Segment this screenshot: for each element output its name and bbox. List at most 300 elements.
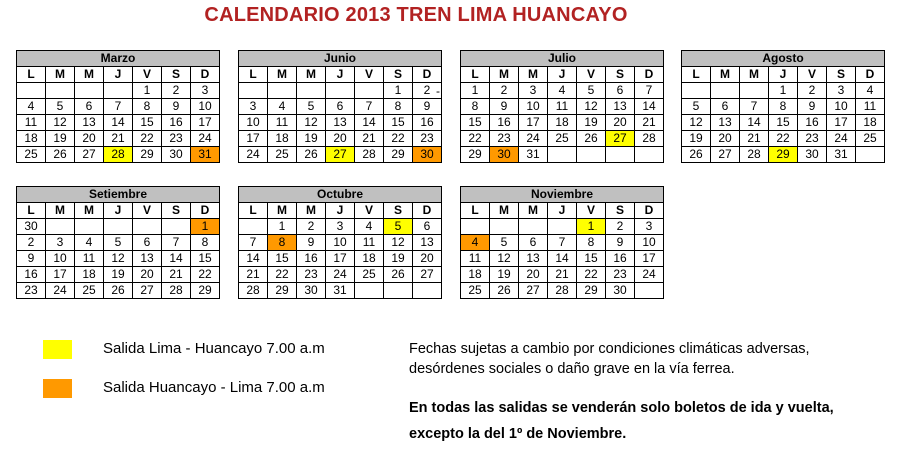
day-cell: 17 xyxy=(239,131,268,147)
day-cell: 20 xyxy=(606,115,635,131)
day-cell xyxy=(104,219,133,235)
weekday-header: S xyxy=(162,203,191,219)
day-cell: 17 xyxy=(827,115,856,131)
day-cell: 11 xyxy=(548,99,577,115)
day-cell: 25 xyxy=(75,283,104,299)
day-cell: 28 xyxy=(635,131,664,147)
weekday-header: J xyxy=(548,67,577,83)
weekday-header: S xyxy=(162,67,191,83)
day-cell: 15 xyxy=(191,251,220,267)
day-cell xyxy=(297,83,326,99)
weekday-header: M xyxy=(75,67,104,83)
day-cell: 16 xyxy=(606,251,635,267)
weekday-header: M xyxy=(46,67,75,83)
day-cell: 24 xyxy=(519,131,548,147)
weekday-header: J xyxy=(104,67,133,83)
day-cell xyxy=(46,83,75,99)
day-cell: 10 xyxy=(827,99,856,115)
day-cell: 8 xyxy=(191,235,220,251)
day-cell: 18 xyxy=(75,267,104,283)
day-cell: 4 xyxy=(461,235,490,251)
day-cell: 31 xyxy=(519,147,548,163)
day-cell: 20 xyxy=(711,131,740,147)
day-cell: 26 xyxy=(46,147,75,163)
day-cell: 18 xyxy=(17,131,46,147)
day-cell xyxy=(548,147,577,163)
day-cell: 13 xyxy=(133,251,162,267)
day-cell xyxy=(46,219,75,235)
day-cell: 10 xyxy=(239,115,268,131)
weekday-header: V xyxy=(577,203,606,219)
weekday-header: D xyxy=(191,203,220,219)
weekday-header: M xyxy=(490,203,519,219)
day-cell: 4 xyxy=(75,235,104,251)
day-cell: 11 xyxy=(461,251,490,267)
day-cell: 4 xyxy=(548,83,577,99)
day-cell: 2 xyxy=(17,235,46,251)
day-cell xyxy=(519,219,548,235)
weekday-header: L xyxy=(239,67,268,83)
weekday-header: J xyxy=(326,67,355,83)
day-cell: 15 xyxy=(133,115,162,131)
day-cell: 17 xyxy=(326,251,355,267)
month-calendar-noviembre xyxy=(460,186,664,299)
day-cell: 28 xyxy=(104,147,133,163)
day-cell: 18 xyxy=(461,267,490,283)
day-cell: 30 xyxy=(606,283,635,299)
weekday-header: J xyxy=(104,203,133,219)
day-cell: 9 xyxy=(798,99,827,115)
day-cell: 24 xyxy=(827,131,856,147)
day-cell: 24 xyxy=(46,283,75,299)
day-cell: 23 xyxy=(162,131,191,147)
day-cell: 23 xyxy=(798,131,827,147)
day-cell: 24 xyxy=(191,131,220,147)
month-title: Julio xyxy=(461,51,664,67)
day-cell: 27 xyxy=(133,283,162,299)
day-cell: 22 xyxy=(769,131,798,147)
day-cell: 13 xyxy=(413,235,442,251)
day-cell: 14 xyxy=(740,115,769,131)
weekday-header: V xyxy=(355,203,384,219)
month-calendar-agosto xyxy=(681,50,885,163)
day-cell: 1 xyxy=(133,83,162,99)
weekday-header: D xyxy=(413,203,442,219)
day-cell: 10 xyxy=(326,235,355,251)
day-cell xyxy=(461,219,490,235)
day-cell: 19 xyxy=(104,267,133,283)
day-cell: 7 xyxy=(239,235,268,251)
day-cell: 23 xyxy=(413,131,442,147)
day-cell: 18 xyxy=(856,115,885,131)
month-calendar-octubre xyxy=(238,186,442,299)
day-cell: 7 xyxy=(548,235,577,251)
day-cell xyxy=(856,147,885,163)
weekday-header: L xyxy=(461,67,490,83)
day-cell: 28 xyxy=(548,283,577,299)
day-cell: 15 xyxy=(461,115,490,131)
day-cell: 1 xyxy=(577,219,606,235)
day-cell xyxy=(268,83,297,99)
day-cell: 28 xyxy=(740,147,769,163)
day-cell: 16 xyxy=(162,115,191,131)
day-cell: 20 xyxy=(133,267,162,283)
day-cell: 5 xyxy=(577,83,606,99)
weekday-header: J xyxy=(769,67,798,83)
day-cell: 14 xyxy=(239,251,268,267)
day-cell: 3 xyxy=(519,83,548,99)
day-cell: 25 xyxy=(548,131,577,147)
weekday-header: M xyxy=(297,67,326,83)
day-cell: 6 xyxy=(606,83,635,99)
weekday-header: M xyxy=(268,203,297,219)
day-cell: 7 xyxy=(635,83,664,99)
day-cell: 20 xyxy=(413,251,442,267)
weekday-header: S xyxy=(384,67,413,83)
day-cell: 24 xyxy=(635,267,664,283)
day-cell: 12 xyxy=(46,115,75,131)
month-title: Agosto xyxy=(682,51,885,67)
day-cell: 22 xyxy=(191,267,220,283)
day-cell: 5 xyxy=(682,99,711,115)
day-cell: 27 xyxy=(711,147,740,163)
day-cell: 27 xyxy=(326,147,355,163)
day-cell xyxy=(75,219,104,235)
note-line-2: desórdenes sociales o daño grave en la vía ferrea. xyxy=(409,361,735,377)
day-cell: 1 xyxy=(191,219,220,235)
day-cell: 31 xyxy=(827,147,856,163)
day-cell xyxy=(326,83,355,99)
day-cell: 30 xyxy=(490,147,519,163)
weekday-header: M xyxy=(75,203,104,219)
day-cell: 3 xyxy=(46,235,75,251)
day-cell: 8 xyxy=(577,235,606,251)
day-cell: 30 xyxy=(798,147,827,163)
day-cell: 3 xyxy=(635,219,664,235)
day-cell: 21 xyxy=(548,267,577,283)
day-cell: 14 xyxy=(635,99,664,115)
day-cell: 29 xyxy=(133,147,162,163)
legend-yellow-label: Salida Lima - Huancayo 7.00 a.m xyxy=(103,340,325,357)
day-cell: 14 xyxy=(162,251,191,267)
weekday-header: V xyxy=(133,67,162,83)
day-cell: 19 xyxy=(297,131,326,147)
day-cell: 28 xyxy=(355,147,384,163)
day-cell: 8 xyxy=(769,99,798,115)
weekday-header: M xyxy=(740,67,769,83)
weekday-header: M xyxy=(490,67,519,83)
day-cell xyxy=(239,83,268,99)
day-cell xyxy=(355,283,384,299)
day-cell: 9 xyxy=(162,99,191,115)
day-cell: 13 xyxy=(75,115,104,131)
day-cell: 4 xyxy=(17,99,46,115)
weekday-header: S xyxy=(384,203,413,219)
day-cell: 18 xyxy=(355,251,384,267)
day-cell: 31 xyxy=(326,283,355,299)
day-cell: 4 xyxy=(856,83,885,99)
month-calendar-junio xyxy=(238,50,442,163)
day-cell: 22 xyxy=(268,267,297,283)
day-cell: 14 xyxy=(355,115,384,131)
day-cell: 10 xyxy=(46,251,75,267)
weekday-header: M xyxy=(46,203,75,219)
day-cell: 15 xyxy=(577,251,606,267)
day-cell: 19 xyxy=(384,251,413,267)
weekday-header: M xyxy=(519,67,548,83)
day-cell: 21 xyxy=(740,131,769,147)
day-cell: 17 xyxy=(635,251,664,267)
day-cell: 13 xyxy=(519,251,548,267)
day-cell: 6 xyxy=(326,99,355,115)
month-calendar-julio xyxy=(460,50,664,163)
day-cell: 13 xyxy=(711,115,740,131)
day-cell: 2 xyxy=(413,83,442,99)
day-cell: 11 xyxy=(268,115,297,131)
day-cell: 9 xyxy=(297,235,326,251)
day-cell xyxy=(162,219,191,235)
day-cell: 12 xyxy=(297,115,326,131)
note-line-1: Fechas sujetas a cambio por condiciones climáticas adversas, xyxy=(409,341,810,357)
day-cell: 27 xyxy=(75,147,104,163)
day-cell: 6 xyxy=(75,99,104,115)
day-cell xyxy=(682,83,711,99)
day-cell: 5 xyxy=(297,99,326,115)
day-cell: 29 xyxy=(769,147,798,163)
day-cell: 13 xyxy=(326,115,355,131)
month-calendar-marzo xyxy=(16,50,220,163)
month-calendar-setiembre xyxy=(16,186,220,299)
day-cell: 29 xyxy=(577,283,606,299)
day-cell: 10 xyxy=(635,235,664,251)
day-cell: 5 xyxy=(490,235,519,251)
legend-yellow-swatch xyxy=(43,340,72,359)
weekday-header: M xyxy=(711,67,740,83)
day-cell: 19 xyxy=(490,267,519,283)
day-cell: 9 xyxy=(490,99,519,115)
day-cell: 12 xyxy=(384,235,413,251)
day-cell: 19 xyxy=(46,131,75,147)
day-cell: 16 xyxy=(297,251,326,267)
legend-orange-swatch xyxy=(43,379,72,398)
day-cell: 17 xyxy=(46,267,75,283)
day-cell: 8 xyxy=(268,235,297,251)
day-cell xyxy=(490,219,519,235)
day-cell: 22 xyxy=(461,131,490,147)
day-cell: 9 xyxy=(413,99,442,115)
day-cell: 23 xyxy=(17,283,46,299)
day-cell xyxy=(384,283,413,299)
day-cell: 16 xyxy=(413,115,442,131)
day-cell xyxy=(239,219,268,235)
day-cell: 25 xyxy=(17,147,46,163)
day-cell: 21 xyxy=(162,267,191,283)
weekday-header: S xyxy=(606,67,635,83)
day-cell: 1 xyxy=(268,219,297,235)
day-cell: 26 xyxy=(577,131,606,147)
day-cell: 23 xyxy=(606,267,635,283)
day-cell: 15 xyxy=(769,115,798,131)
day-cell: 23 xyxy=(490,131,519,147)
month-title: Junio xyxy=(239,51,442,67)
day-cell: 7 xyxy=(355,99,384,115)
day-cell: 9 xyxy=(17,251,46,267)
day-cell: 16 xyxy=(17,267,46,283)
day-cell: 24 xyxy=(239,147,268,163)
month-title: Noviembre xyxy=(461,187,664,203)
day-cell: 22 xyxy=(577,267,606,283)
day-cell xyxy=(740,83,769,99)
day-cell xyxy=(635,147,664,163)
day-cell: 20 xyxy=(519,267,548,283)
day-cell: 3 xyxy=(326,219,355,235)
day-cell: 27 xyxy=(606,131,635,147)
weekday-header: M xyxy=(297,203,326,219)
day-cell xyxy=(17,83,46,99)
weekday-header: J xyxy=(548,203,577,219)
day-cell: 15 xyxy=(384,115,413,131)
day-cell: 27 xyxy=(413,267,442,283)
day-cell: 25 xyxy=(461,283,490,299)
weekday-header: V xyxy=(133,203,162,219)
day-cell: 17 xyxy=(191,115,220,131)
day-cell: 3 xyxy=(239,99,268,115)
day-cell: 21 xyxy=(239,267,268,283)
day-cell: 14 xyxy=(548,251,577,267)
day-cell: 21 xyxy=(635,115,664,131)
day-cell: 12 xyxy=(104,251,133,267)
day-cell: 25 xyxy=(856,131,885,147)
day-cell: 30 xyxy=(17,219,46,235)
day-cell: 6 xyxy=(519,235,548,251)
weekday-header: J xyxy=(326,203,355,219)
junio-mark: - xyxy=(436,84,440,98)
day-cell: 30 xyxy=(162,147,191,163)
day-cell: 3 xyxy=(191,83,220,99)
day-cell: 7 xyxy=(162,235,191,251)
day-cell: 21 xyxy=(104,131,133,147)
day-cell: 6 xyxy=(711,99,740,115)
day-cell: 19 xyxy=(682,131,711,147)
day-cell: 17 xyxy=(519,115,548,131)
day-cell: 12 xyxy=(577,99,606,115)
day-cell: 5 xyxy=(104,235,133,251)
day-cell: 15 xyxy=(268,251,297,267)
day-cell: 16 xyxy=(490,115,519,131)
day-cell: 10 xyxy=(191,99,220,115)
weekday-header: V xyxy=(355,67,384,83)
day-cell: 13 xyxy=(606,99,635,115)
day-cell xyxy=(104,83,133,99)
day-cell: 5 xyxy=(46,99,75,115)
day-cell: 8 xyxy=(384,99,413,115)
day-cell: 8 xyxy=(461,99,490,115)
day-cell: 26 xyxy=(104,283,133,299)
day-cell: 27 xyxy=(519,283,548,299)
note-bold-line-1: En todas las salidas se venderán solo boletos de ida y vuelta, xyxy=(409,400,834,416)
day-cell: 26 xyxy=(490,283,519,299)
month-title: Octubre xyxy=(239,187,442,203)
weekday-header: M xyxy=(268,67,297,83)
day-cell: 10 xyxy=(519,99,548,115)
day-cell: 3 xyxy=(827,83,856,99)
day-cell xyxy=(606,147,635,163)
day-cell: 11 xyxy=(17,115,46,131)
weekday-header: D xyxy=(635,203,664,219)
weekday-header: L xyxy=(17,67,46,83)
day-cell: 28 xyxy=(239,283,268,299)
day-cell: 2 xyxy=(606,219,635,235)
day-cell: 29 xyxy=(268,283,297,299)
day-cell: 29 xyxy=(384,147,413,163)
weekday-header: S xyxy=(606,203,635,219)
day-cell: 2 xyxy=(798,83,827,99)
day-cell: 12 xyxy=(682,115,711,131)
day-cell: 7 xyxy=(740,99,769,115)
day-cell: 9 xyxy=(606,235,635,251)
day-cell: 4 xyxy=(355,219,384,235)
day-cell: 2 xyxy=(162,83,191,99)
weekday-header: D xyxy=(856,67,885,83)
day-cell: 11 xyxy=(355,235,384,251)
weekday-header: L xyxy=(682,67,711,83)
weekday-header: V xyxy=(577,67,606,83)
day-cell: 31 xyxy=(191,147,220,163)
day-cell: 6 xyxy=(413,219,442,235)
weekday-header: S xyxy=(827,67,856,83)
month-title: Marzo xyxy=(17,51,220,67)
day-cell: 26 xyxy=(384,267,413,283)
day-cell xyxy=(711,83,740,99)
weekday-header: D xyxy=(413,67,442,83)
day-cell: 6 xyxy=(133,235,162,251)
day-cell xyxy=(75,83,104,99)
day-cell: 23 xyxy=(297,267,326,283)
day-cell: 7 xyxy=(104,99,133,115)
day-cell: 30 xyxy=(297,283,326,299)
day-cell: 25 xyxy=(268,147,297,163)
day-cell xyxy=(133,219,162,235)
day-cell: 21 xyxy=(355,131,384,147)
day-cell: 18 xyxy=(548,115,577,131)
day-cell: 22 xyxy=(133,131,162,147)
day-cell: 29 xyxy=(191,283,220,299)
month-title: Setiembre xyxy=(17,187,220,203)
day-cell xyxy=(577,147,606,163)
day-cell: 1 xyxy=(769,83,798,99)
note-bold-line-2: excepto la del 1º de Noviembre. xyxy=(409,426,627,442)
day-cell: 19 xyxy=(577,115,606,131)
day-cell xyxy=(413,283,442,299)
day-cell: 4 xyxy=(268,99,297,115)
day-cell: 18 xyxy=(268,131,297,147)
day-cell: 22 xyxy=(384,131,413,147)
weekday-header: M xyxy=(519,203,548,219)
legend-orange-label: Salida Huancayo - Lima 7.00 a.m xyxy=(103,379,325,396)
day-cell xyxy=(355,83,384,99)
day-cell: 25 xyxy=(355,267,384,283)
weekday-header: D xyxy=(191,67,220,83)
day-cell: 29 xyxy=(461,147,490,163)
day-cell xyxy=(548,219,577,235)
day-cell: 26 xyxy=(682,147,711,163)
day-cell: 8 xyxy=(133,99,162,115)
day-cell: 16 xyxy=(798,115,827,131)
weekday-header: L xyxy=(461,203,490,219)
weekday-header: V xyxy=(798,67,827,83)
day-cell xyxy=(635,283,664,299)
page-title: CALENDARIO 2013 TREN LIMA HUANCAYO xyxy=(204,4,628,26)
